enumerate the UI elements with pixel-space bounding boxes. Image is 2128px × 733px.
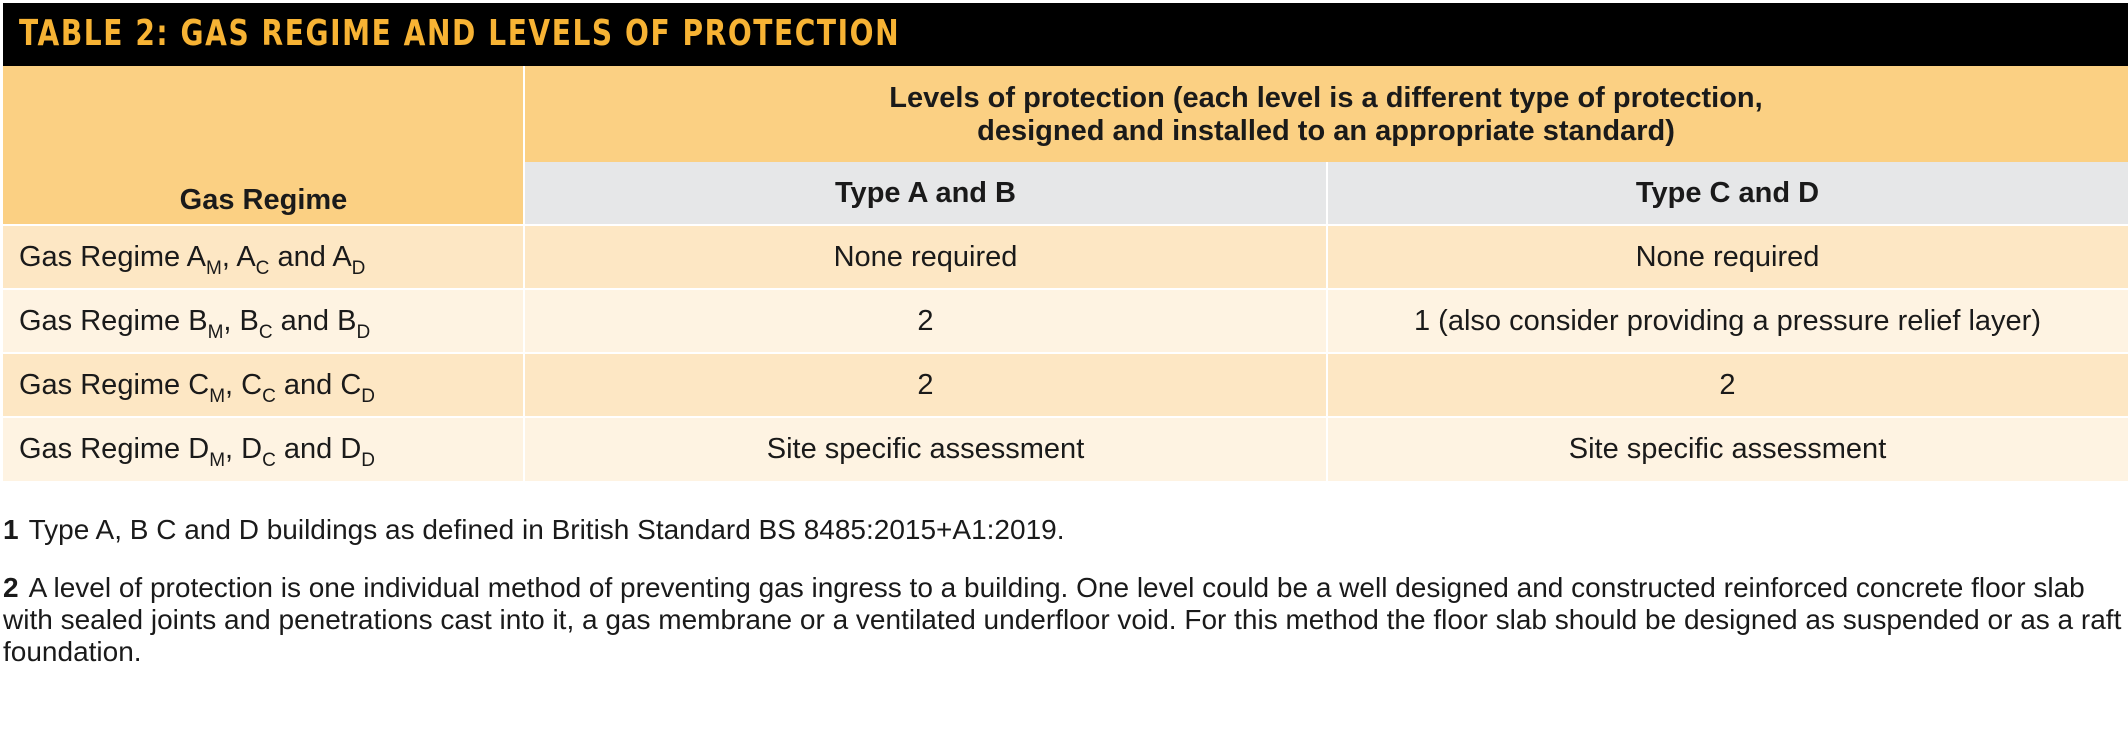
header-type-cd-label: Type C and D bbox=[1635, 177, 1820, 209]
table-title: TABLE 2: GAS REGIME AND LEVELS OF PROTECTION bbox=[19, 13, 901, 54]
footnote-1-text: Type A, B C and D buildings as defined in British Standard BS 8485:2015+A1:2019. bbox=[28, 514, 1065, 545]
row-divider bbox=[3, 352, 2128, 354]
header-levels-line2: designed and installed to an appropriate standard) bbox=[977, 115, 1675, 147]
table-row-4-type-ab: Site specific assessment bbox=[524, 417, 1327, 481]
footnote-1-number: 1 bbox=[3, 514, 19, 545]
table-row-1-type-cd: None required bbox=[1327, 225, 2128, 289]
header-levels-of-protection bbox=[524, 66, 2128, 162]
footnote-2-text: A level of protection is one individual method of preventing gas ingress to a building. One level could be a well designed and constructed reinforced concrete floor slab with sealed joints and penetrations cast into it, a gas membrane or a ventilated underfloor void. For this method the floor slab should be designed as suspended or as a raft foundation. bbox=[3, 572, 2122, 667]
footnote-2 bbox=[3, 572, 2123, 668]
column-divider-2 bbox=[1326, 162, 1328, 481]
table-row-3-type-cd: 2 bbox=[1327, 353, 2128, 417]
table-row-2-type-cd: 1 (also consider providing a pressure relief layer) bbox=[1327, 289, 2128, 353]
table-title-bar bbox=[3, 3, 2128, 66]
table-row-3-type-ab: 2 bbox=[524, 353, 1327, 417]
regime-label: Gas Regime $A_M$, $A_C$ and $A_D$ bbox=[19, 240, 366, 279]
header-gas-regime-label: Gas Regime bbox=[179, 184, 348, 216]
header-type-ab-label: Type A and B bbox=[835, 177, 1016, 209]
header-type-cd bbox=[1327, 162, 2128, 225]
regime-label: Gas Regime $C_M$, $C_C$ and $C_D$ bbox=[19, 368, 376, 407]
header-gas-regime bbox=[3, 66, 524, 225]
header-type-ab bbox=[524, 162, 1327, 225]
table-row-1-type-ab: None required bbox=[524, 225, 1327, 289]
table-row-1-regime bbox=[3, 225, 524, 289]
regime-label: Gas Regime $B_M$, $B_C$ and $B_D$ bbox=[19, 304, 371, 343]
table-row-2-type-ab: 2 bbox=[524, 289, 1327, 353]
row-divider bbox=[3, 416, 2128, 418]
footnote-1 bbox=[3, 514, 2123, 546]
table-row-2-regime bbox=[3, 289, 524, 353]
row-divider bbox=[3, 224, 2128, 226]
table-row-3-regime bbox=[3, 353, 524, 417]
column-divider-1 bbox=[523, 66, 525, 481]
footnote-2-number: 2 bbox=[3, 572, 19, 603]
table-row-4-regime bbox=[3, 417, 524, 481]
regime-label: Gas Regime $D_M$, $D_C$ and $D_D$ bbox=[19, 432, 376, 471]
row-divider bbox=[3, 288, 2128, 290]
header-levels-line1: Levels of protection (each level is a different type of protection, bbox=[889, 82, 1763, 114]
table-row-4-type-cd: Site specific assessment bbox=[1327, 417, 2128, 481]
